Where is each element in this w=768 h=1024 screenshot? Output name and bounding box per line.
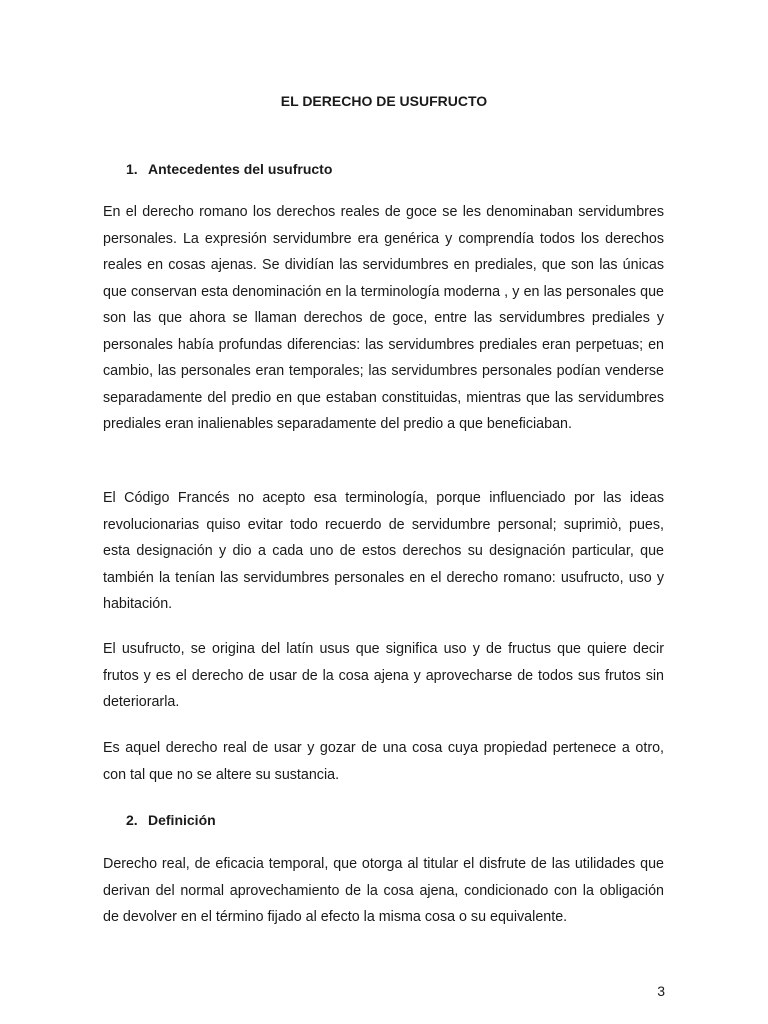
paragraph-codigo-frances: El Código Francés no acepto esa terminología, porque influenciado por las ideas revolucionarias quiso evitar todo recuerdo de servidumbre personal; suprimiò, pues, esta designación y dio a cada uno de estos derechos su designación particular, que también la tenían las servidumbres personales en el derecho romano: usufructo, uso y habitación.	[103, 490, 664, 612]
section-title: Definición	[148, 812, 216, 828]
paragraph-origen-latin: El usufructo, se origina del latín usus que significa uso y de fructus que quiere decir frutos y es el derecho de usar de la cosa ajena y aprovecharse de todos sus frutos sin deteriorarla.	[103, 641, 664, 710]
section-title: Antecedentes del usufructo	[148, 161, 333, 177]
paragraph-derecho-real: Es aquel derecho real de usar y gozar de una cosa cuya propiedad pertenece a otro, con tal que no se altere su sustancia.	[103, 740, 664, 783]
paragraph-derecho-romano: En el derecho romano los derechos reales de goce se les denominaban servidumbres personales. La expresión servidumbre era genérica y comprendía todos los derechos reales en cosas ajenas. Se dividían las servidumbres en prediales, que son las únicas que conservan esta denominación en la terminología moderna , y en las personales que son las que ahora se llaman derechos de goce, entre las servidumbres prediales y personales había profundas diferencias: las servidumbres prediales eran perpetuas; en cambio, las personales eran temporales; las servidumbres personales podían venderse separadamente del predio en que estaban constituidas, mientras que las servidumbres prediales eran inalienables separadamente del predio a que beneficiaban.	[103, 204, 664, 432]
document-title: EL DERECHO DE USUFRUCTO	[280, 93, 488, 109]
section-heading-antecedentes	[126, 160, 332, 178]
page-number: 3	[657, 983, 665, 999]
section-number: 2.	[126, 812, 138, 828]
section-heading-definicion	[126, 811, 216, 829]
section-number: 1.	[126, 161, 138, 177]
paragraph-definicion: Derecho real, de eficacia temporal, que otorga al titular el disfrute de las utilidades que derivan del normal aprovechamiento de la cosa ajena, condicionado con la obligación de devolver en el término fijado al efecto la misma cosa o su equivalente.	[103, 856, 664, 925]
